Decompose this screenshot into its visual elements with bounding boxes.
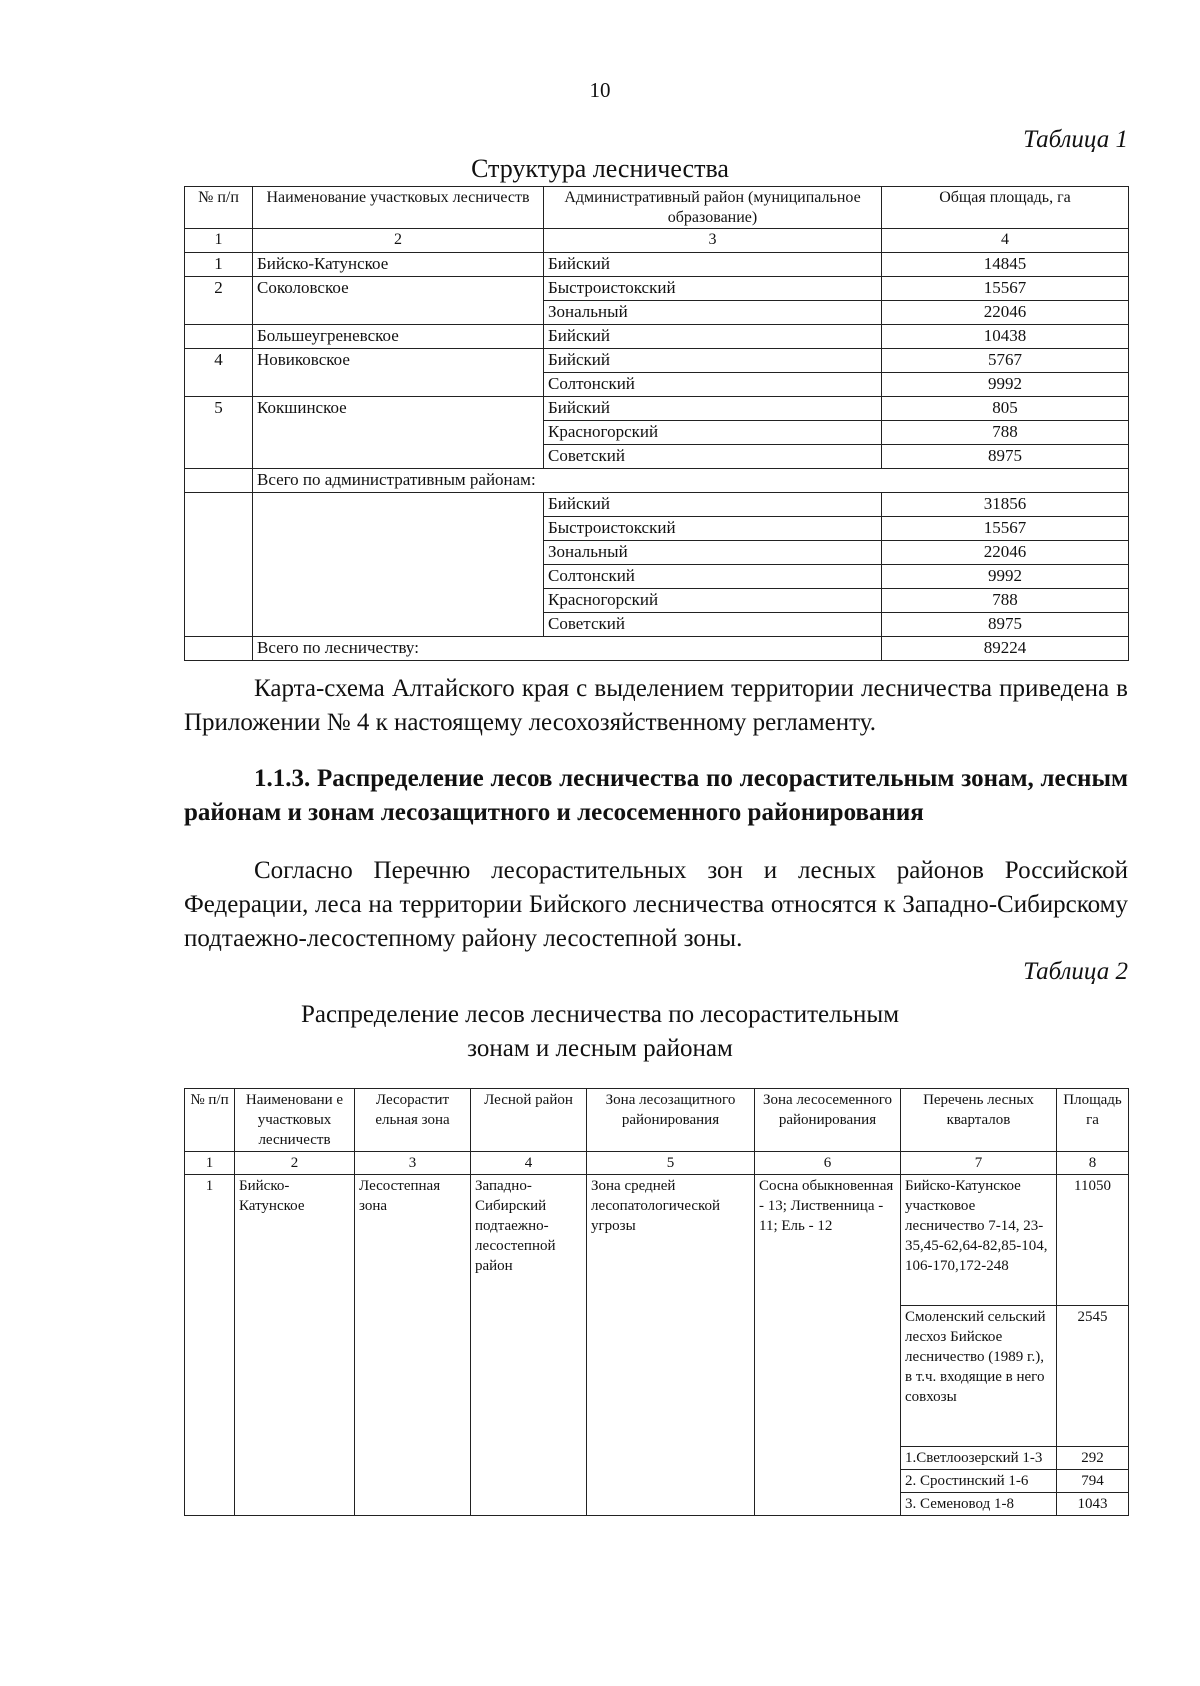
column-number: 4 [471,1152,587,1175]
column-number: 2 [253,229,544,253]
forestry-name: Соколовское [253,277,544,325]
row-number [185,325,253,349]
header-cell: Административный район (муниципальное образование) [544,187,882,229]
column-number-row [185,229,1129,253]
grand-total-value: 89224 [882,637,1129,661]
quarters-list: Смоленский сельский лесхоз Бийское лесничество (1989 г.), в т.ч. входящие в него совхозы [901,1306,1057,1447]
quarters-list: 3. Семеновод 1-8 [901,1493,1057,1516]
protection-zone: Зона средней лесопатологической угрозы [587,1175,755,1516]
total-by-district-label-row [185,469,1129,493]
header-cell: Лесорастит ельная зона [355,1089,471,1152]
table-row [185,349,1129,373]
header-cell: № п/п [185,1089,235,1152]
table1-label: Таблица 1 [1023,126,1128,153]
row-number: 5 [185,397,253,469]
table-row [185,325,1129,349]
table-header-row [185,1089,1129,1152]
district-name: Бийский [544,325,882,349]
seed-zone: Сосна обыкновенная - 13; Лиственница - 11; Ель - 12 [755,1175,901,1516]
district-name: Солтонский [544,565,882,589]
forestry-name: Кокшинское [253,397,544,469]
area-value: 15567 [882,277,1129,301]
page-number: 10 [589,78,611,102]
district-name: Зональный [544,541,882,565]
district-name: Красногорский [544,589,882,613]
area-value: 8975 [882,445,1129,469]
table2-title-line: Распределение лесов лесничества по лесорастительным [300,1001,900,1028]
area-value: 22046 [882,541,1129,565]
header-cell: Лесной район [471,1089,587,1152]
district-name: Советский [544,445,882,469]
column-number: 4 [882,229,1129,253]
section-heading: 1.1.3. Распределение лесов лесничества по лесорастительным зонам, лесным районам и зонам лесозащитного и лесосеменного районирования [184,765,1128,826]
table-row [185,493,1129,517]
column-number: 6 [755,1152,901,1175]
district-name: Быстроистокский [544,517,882,541]
area-value: 5767 [882,349,1129,373]
forestry-name: Большеугреневское [253,325,544,349]
empty-cell [185,637,253,661]
column-number: 7 [901,1152,1057,1175]
area-value: 31856 [882,493,1129,517]
total-by-district-label: Всего по административным районам: [253,469,1129,493]
quarters-list: 2. Сростинский 1-6 [901,1470,1057,1493]
area-value: 794 [1057,1470,1129,1493]
column-number: 1 [185,1152,235,1175]
quarters-list: Бийско-Катунское участковое лесничество 7-14, 23-35,45-62,64-82,85-104, 106-170,172-248 [901,1175,1057,1306]
area-value: 788 [882,421,1129,445]
quarters-list: 1.Светлоозерский 1-3 [901,1447,1057,1470]
table-row [185,1175,1129,1306]
header-cell: Наименовани е участковых лесничеств [235,1089,355,1152]
table2-title [0,998,1200,1066]
column-number: 2 [235,1152,355,1175]
empty-cell [185,469,253,493]
row-number: 4 [185,349,253,397]
district-name: Зональный [544,301,882,325]
district-name: Бийский [544,397,882,421]
forestry-name: Новиковское [253,349,544,397]
column-number-row [185,1152,1129,1175]
district-name: Бийский [544,253,882,277]
table2-title-line: зонам и лесным районам [467,1035,733,1062]
row-number: 1 [185,253,253,277]
forestry-structure-table [184,186,1129,661]
district-name: Бийский [544,349,882,373]
table-row [185,277,1129,301]
forest-district: Западно-Сибирский подтаежно-лесостепной район [471,1175,587,1516]
table1-title: Структура лесничества [471,154,729,183]
row-number: 2 [185,277,253,325]
area-value: 14845 [882,253,1129,277]
district-name: Бийский [544,493,882,517]
header-cell: Перечень лесных кварталов [901,1089,1057,1152]
district-name: Солтонский [544,373,882,397]
empty-cell [185,493,253,637]
column-number: 3 [544,229,882,253]
header-cell: Площадь га [1057,1089,1129,1152]
vegetation-zone: Лесостепная зона [355,1175,471,1516]
forestry-name: Бийско-Катунское [235,1175,355,1516]
table2-label: Таблица 2 [1023,958,1128,985]
table-row [185,397,1129,421]
area-value: 15567 [882,517,1129,541]
grand-total-row [185,637,1129,661]
area-value: 9992 [882,565,1129,589]
district-name: Быстроистокский [544,277,882,301]
area-value: 11050 [1057,1175,1129,1306]
column-number: 8 [1057,1152,1129,1175]
map-paragraph: Карта-схема Алтайского края с выделением территории лесничества приведена в Приложении № 4 к настоящему лесохозяйственному регламенту. [184,675,1128,736]
table-row [185,253,1129,277]
area-value: 9992 [882,373,1129,397]
header-cell: Зона лесозащитного районирования [587,1089,755,1152]
zones-paragraph: Согласно Перечню лесорастительных зон и лесных районов Российской Федерации, леса на территории Бийского лесничества относятся к Западно-Сибирскому подтаежно-лесостепному району лесостепной зоны. [184,857,1128,952]
header-cell: № п/п [185,187,253,229]
forestry-name: Бийско-Катунское [253,253,544,277]
row-number: 1 [185,1175,235,1516]
area-value: 292 [1057,1447,1129,1470]
area-value: 22046 [882,301,1129,325]
header-cell: Общая площадь, га [882,187,1129,229]
district-name: Красногорский [544,421,882,445]
table-header-row [185,187,1129,229]
area-value: 10438 [882,325,1129,349]
area-value: 805 [882,397,1129,421]
header-cell: Наименование участковых лесничеств [253,187,544,229]
column-number: 3 [355,1152,471,1175]
area-value: 8975 [882,613,1129,637]
area-value: 788 [882,589,1129,613]
header-cell: Зона лесосеменного районирования [755,1089,901,1152]
column-number: 5 [587,1152,755,1175]
area-value: 2545 [1057,1306,1129,1447]
area-value: 1043 [1057,1493,1129,1516]
district-name: Советский [544,613,882,637]
empty-cell [253,493,544,637]
column-number: 1 [185,229,253,253]
grand-total-label: Всего по лесничеству: [253,637,882,661]
forest-zones-table [184,1088,1129,1516]
